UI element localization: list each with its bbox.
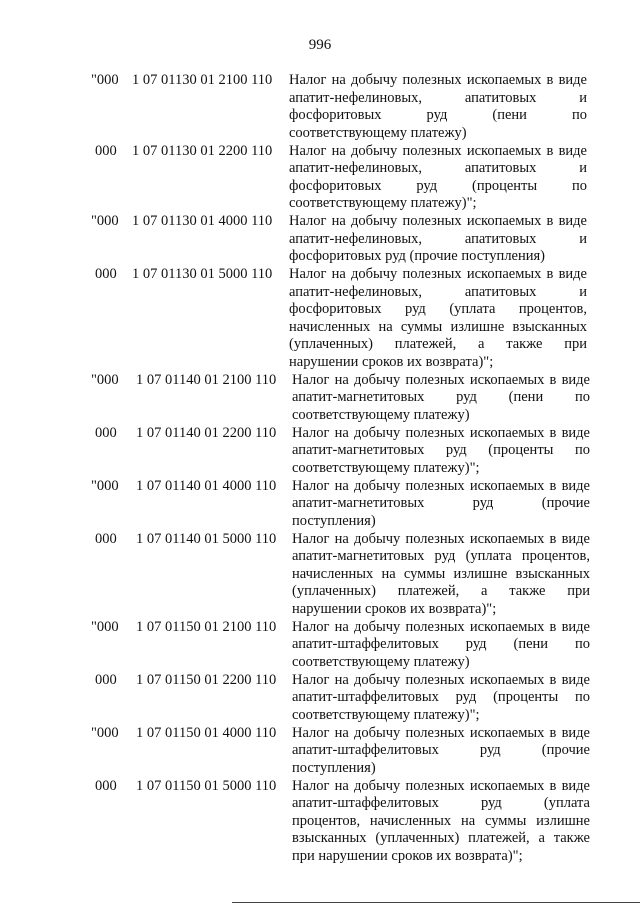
code-description xyxy=(289,72,587,143)
budget-classification-code: 1 07 01140 01 2200 110 xyxy=(136,424,277,441)
code-entry xyxy=(0,213,640,266)
description-line: Налог на добычу полезных ископаемых в виде xyxy=(289,213,587,229)
description-line: соответствующему платежу)"; xyxy=(292,706,480,723)
code-entry xyxy=(0,478,640,531)
administrator-code: 000 xyxy=(95,671,117,688)
code-description xyxy=(292,778,590,866)
description-line: апатит-нефелиновых, апатитовых и xyxy=(289,160,587,176)
administrator-code: "000 xyxy=(91,477,119,494)
description-line: соответствующему платежу)"; xyxy=(292,459,480,476)
description-line: апатит-штаффелитовых руд (уплата xyxy=(292,795,590,811)
administrator-code: 000 xyxy=(95,777,117,794)
code-entry xyxy=(0,531,640,619)
description-line: фосфоритовых руд (проценты по xyxy=(289,177,587,194)
description-line: начисленных на суммы излишне взысканных xyxy=(289,318,587,335)
page-number: 996 xyxy=(308,37,332,53)
code-entry xyxy=(0,778,640,866)
description-line: Налог на добычу полезных ископаемых в виде xyxy=(292,618,590,635)
description-line: (уплаченных) платежей, а также при xyxy=(292,583,590,599)
description-line: процентов, начисленных на суммы излишне xyxy=(292,812,590,829)
budget-classification-code: 1 07 01130 01 2100 110 xyxy=(132,72,273,88)
description-line: апатит-магнетитовых руд (проценты по xyxy=(292,442,590,458)
administrator-code: "000 xyxy=(91,72,119,88)
description-line: фосфоритовых руд (пени по xyxy=(289,107,587,123)
description-line: апатит-штаффелитовых руд (пени по xyxy=(292,636,590,652)
description-line: Налог на добычу полезных ископаемых в виде xyxy=(292,424,590,441)
code-description xyxy=(292,425,590,478)
description-line: апатит-штаффелитовых руд (проценты по xyxy=(292,689,590,705)
description-line: апатит-магнетитовых руд (уплата процентов, xyxy=(292,548,590,564)
code-entry xyxy=(0,425,640,478)
description-line: апатит-штаффелитовых руд (прочие xyxy=(292,742,590,758)
code-description xyxy=(292,372,590,425)
code-entry xyxy=(0,725,640,778)
administrator-code: "000 xyxy=(91,618,119,635)
administrator-code: 000 xyxy=(95,142,117,159)
administrator-code: "000 xyxy=(91,724,119,741)
description-line: апатит-нефелиновых, апатитовых и xyxy=(289,89,587,106)
budget-classification-code: 1 07 01130 01 4000 110 xyxy=(132,213,273,229)
administrator-code: "000 xyxy=(91,213,119,229)
code-entry xyxy=(0,143,640,214)
administrator-code: 000 xyxy=(95,424,117,441)
description-line: апатит-нефелиновых, апатитовых и xyxy=(289,230,587,247)
description-line: начисленных на суммы излишне взысканных xyxy=(292,565,590,582)
code-description xyxy=(289,143,587,214)
code-description xyxy=(292,619,590,672)
description-line: соответствующему платежу) xyxy=(292,406,470,423)
description-line: нарушении сроков их возврата)"; xyxy=(289,353,494,370)
code-description xyxy=(292,531,590,619)
budget-classification-code: 1 07 01150 01 2200 110 xyxy=(136,671,277,688)
description-line: Налог на добычу полезных ископаемых в виде xyxy=(289,72,587,88)
code-description xyxy=(292,672,590,725)
description-line: фосфоритовых руд (прочие поступления) xyxy=(289,248,546,264)
description-line: Налог на добычу полезных ископаемых в виде xyxy=(292,724,590,741)
code-description xyxy=(292,725,590,778)
budget-classification-code: 1 07 01140 01 5000 110 xyxy=(136,530,277,547)
description-line: соответствующему платежу) xyxy=(292,653,470,670)
administrator-code: 000 xyxy=(95,530,117,547)
description-line: Налог на добычу полезных ископаемых в виде xyxy=(292,777,590,794)
administrator-code: 000 xyxy=(95,266,117,282)
description-line: нарушении сроков их возврата)"; xyxy=(292,600,497,617)
code-entry xyxy=(0,372,640,425)
classification-code-list xyxy=(0,72,640,866)
budget-classification-code: 1 07 01140 01 2100 110 xyxy=(136,371,277,388)
code-description xyxy=(289,266,587,372)
description-line: (уплаченных) платежей, а также при xyxy=(289,336,587,352)
description-line: фосфоритовых руд (уплата процентов, xyxy=(289,301,587,317)
budget-classification-code: 1 07 01150 01 2100 110 xyxy=(136,618,277,635)
description-line: Налог на добычу полезных ископаемых в виде xyxy=(292,530,590,547)
budget-classification-code: 1 07 01150 01 4000 110 xyxy=(136,724,277,741)
description-line: соответствующему платежу)"; xyxy=(289,195,477,211)
description-line: Налог на добычу полезных ископаемых в виде xyxy=(289,142,587,159)
description-line: Налог на добычу полезных ископаемых в виде xyxy=(292,477,590,494)
description-line: поступления) xyxy=(292,759,376,776)
description-line: Налог на добычу полезных ископаемых в виде xyxy=(292,371,590,388)
code-entry xyxy=(0,72,640,143)
description-line: апатит-магнетитовых руд (прочие xyxy=(292,495,590,511)
code-entry xyxy=(0,672,640,725)
description-line: Налог на добычу полезных ископаемых в виде xyxy=(289,266,587,282)
code-entry xyxy=(0,619,640,672)
page-bottom-rule xyxy=(232,902,640,903)
code-entry xyxy=(0,266,640,372)
description-line: Налог на добычу полезных ископаемых в виде xyxy=(292,671,590,688)
budget-classification-code: 1 07 01130 01 2200 110 xyxy=(132,142,273,159)
code-description xyxy=(289,213,587,266)
description-line: апатит-нефелиновых, апатитовых и xyxy=(289,283,587,300)
description-line: взысканных (уплаченных) платежей, а также xyxy=(292,830,590,846)
description-line: соответствующему платежу) xyxy=(289,124,467,141)
budget-classification-code: 1 07 01130 01 5000 110 xyxy=(132,266,273,282)
code-description xyxy=(292,478,590,531)
description-line: при нарушении сроков их возврата)"; xyxy=(292,847,523,864)
description-line: апатит-магнетитовых руд (пени по xyxy=(292,389,590,405)
budget-classification-code: 1 07 01150 01 5000 110 xyxy=(136,777,277,794)
budget-classification-code: 1 07 01140 01 4000 110 xyxy=(136,477,277,494)
description-line: поступления) xyxy=(292,512,376,529)
administrator-code: "000 xyxy=(91,371,119,388)
